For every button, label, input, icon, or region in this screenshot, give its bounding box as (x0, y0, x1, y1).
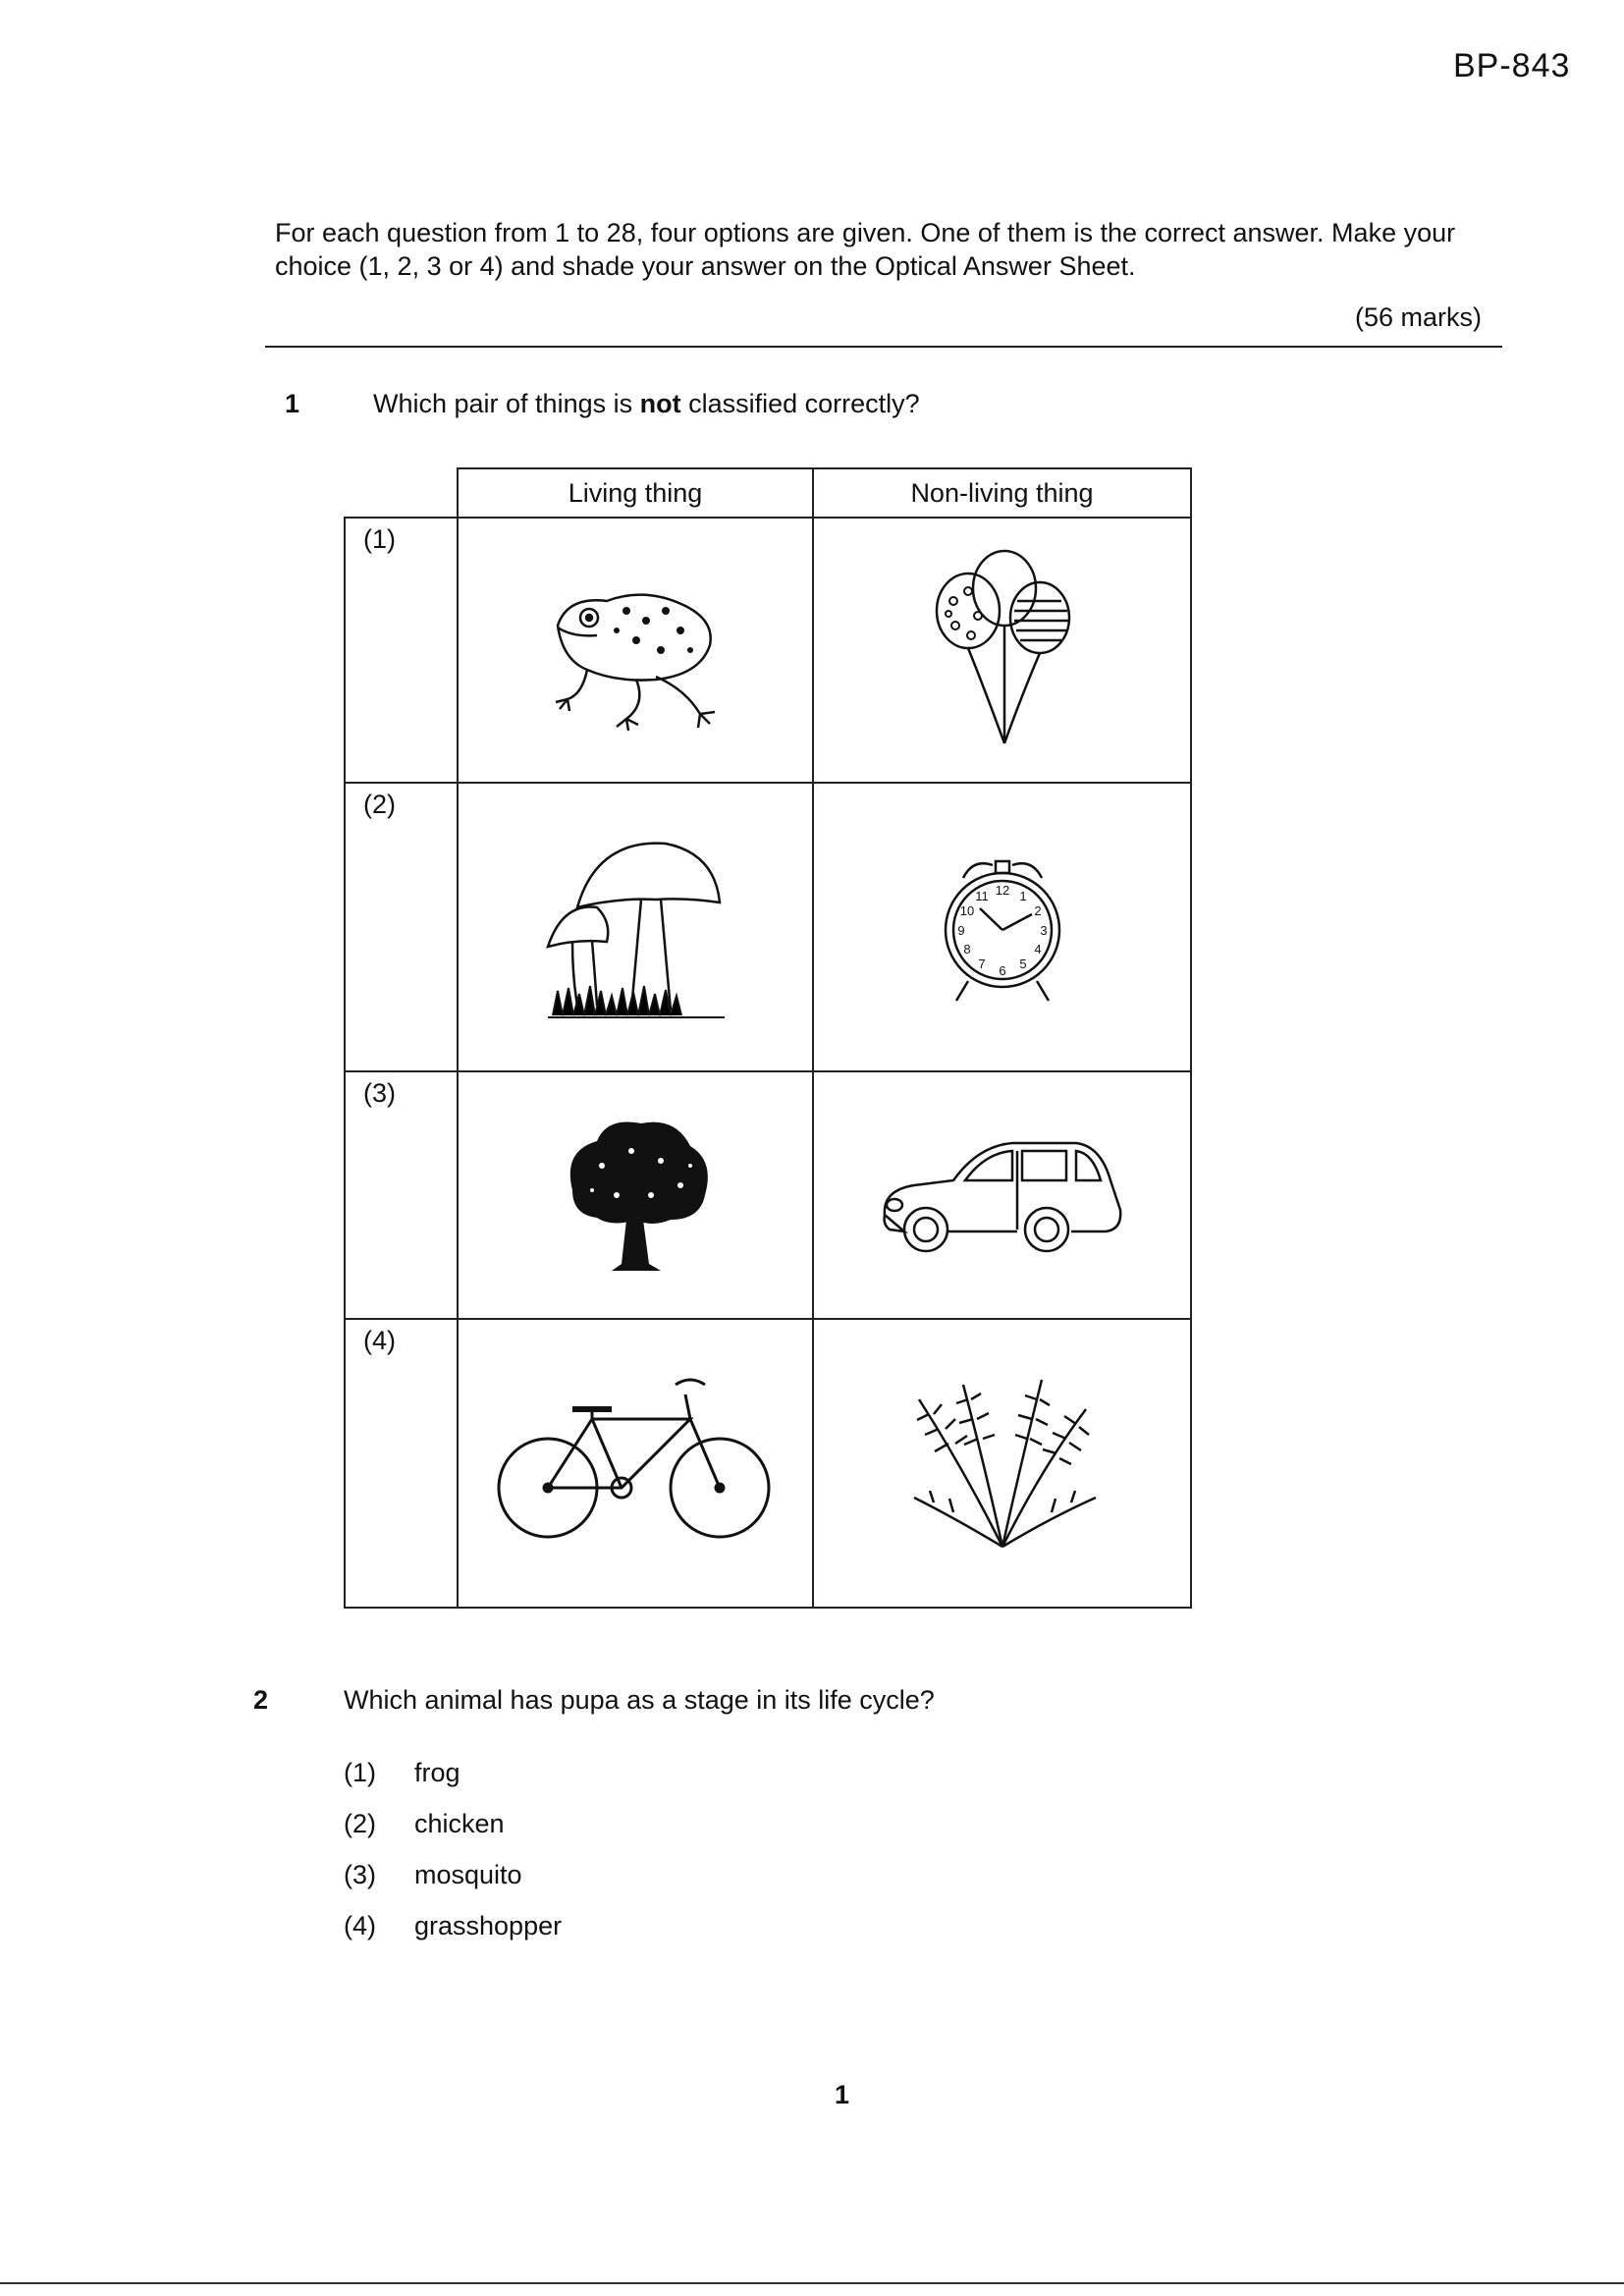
living-cell (457, 784, 814, 1070)
question-1-text (373, 389, 920, 419)
option-3[interactable] (344, 1860, 522, 1890)
row-label: (4) (363, 1326, 396, 1355)
row-label: (2) (363, 790, 396, 819)
row-label: (1) (363, 524, 396, 554)
page-number: 1 (835, 2080, 850, 2109)
divider (265, 346, 1502, 348)
header-non-living-thing: Non-living thing (812, 467, 1192, 519)
svg-text:2: 2 (1033, 903, 1042, 918)
option-text: mosquito (414, 1860, 522, 1889)
instructions: For each question from 1 to 28, four options are given. One of them is the correct answer. Make your choice (1, 2, 3 or 4) and shade your answer on the Optical Answer Sheet. (275, 218, 1456, 281)
option-text: grasshopper (414, 1911, 563, 1941)
svg-text:3: 3 (1039, 923, 1048, 938)
tree-icon (553, 1112, 720, 1279)
option-number: (2) (344, 1809, 376, 1838)
option-4[interactable] (344, 1911, 562, 1941)
question-1-text-before: Which pair of things is (373, 389, 640, 418)
question-2-text: Which animal has pupa as a stage in its life cycle? (344, 1685, 935, 1715)
option-1[interactable] (344, 1758, 460, 1788)
header-living-thing: Living thing (457, 467, 814, 519)
option-number: (3) (344, 1860, 376, 1889)
table-row (344, 1318, 1192, 1609)
question-2-number: 2 (253, 1685, 269, 1715)
svg-text:10: 10 (959, 903, 974, 918)
living-cell (457, 1320, 814, 1607)
question-1-text-after: classified correctly? (680, 389, 920, 418)
svg-text:7: 7 (977, 957, 986, 971)
option-text: chicken (414, 1809, 505, 1838)
option-number: (4) (344, 1911, 376, 1941)
non-living-cell (812, 1072, 1190, 1318)
marks-total: (56 marks) (1355, 302, 1483, 332)
question-1-number: 1 (285, 389, 300, 418)
mushroom-icon (538, 829, 734, 1025)
svg-text:4: 4 (1033, 942, 1042, 957)
svg-text:9: 9 (956, 923, 965, 938)
living-cell (457, 519, 814, 782)
svg-text:6: 6 (998, 963, 1006, 978)
svg-text:12: 12 (995, 883, 1009, 898)
fern-plant-icon (904, 1370, 1101, 1557)
svg-text:8: 8 (962, 942, 971, 957)
non-living-cell (812, 519, 1190, 782)
frog-icon (528, 567, 744, 734)
bicycle-icon (494, 1375, 779, 1552)
living-cell (457, 1072, 814, 1318)
non-living-cell (812, 1320, 1190, 1607)
option-number: (1) (344, 1758, 376, 1787)
bottom-divider (0, 2282, 1624, 2284)
table-row (344, 782, 1192, 1072)
svg-text:11: 11 (974, 889, 989, 903)
non-living-cell (812, 784, 1190, 1070)
table-row (344, 517, 1192, 784)
balloons-icon (924, 547, 1081, 753)
svg-text:1: 1 (1018, 889, 1027, 903)
option-text: frog (414, 1758, 460, 1787)
question-1-text-bold: not (639, 389, 681, 418)
option-2[interactable] (344, 1809, 505, 1839)
paper-code: BP-843 (1453, 47, 1571, 84)
alarm-clock-icon (929, 844, 1076, 1011)
svg-text:5: 5 (1018, 957, 1027, 971)
row-label: (3) (363, 1078, 396, 1108)
car-icon (875, 1131, 1130, 1259)
table-row (344, 1070, 1192, 1320)
